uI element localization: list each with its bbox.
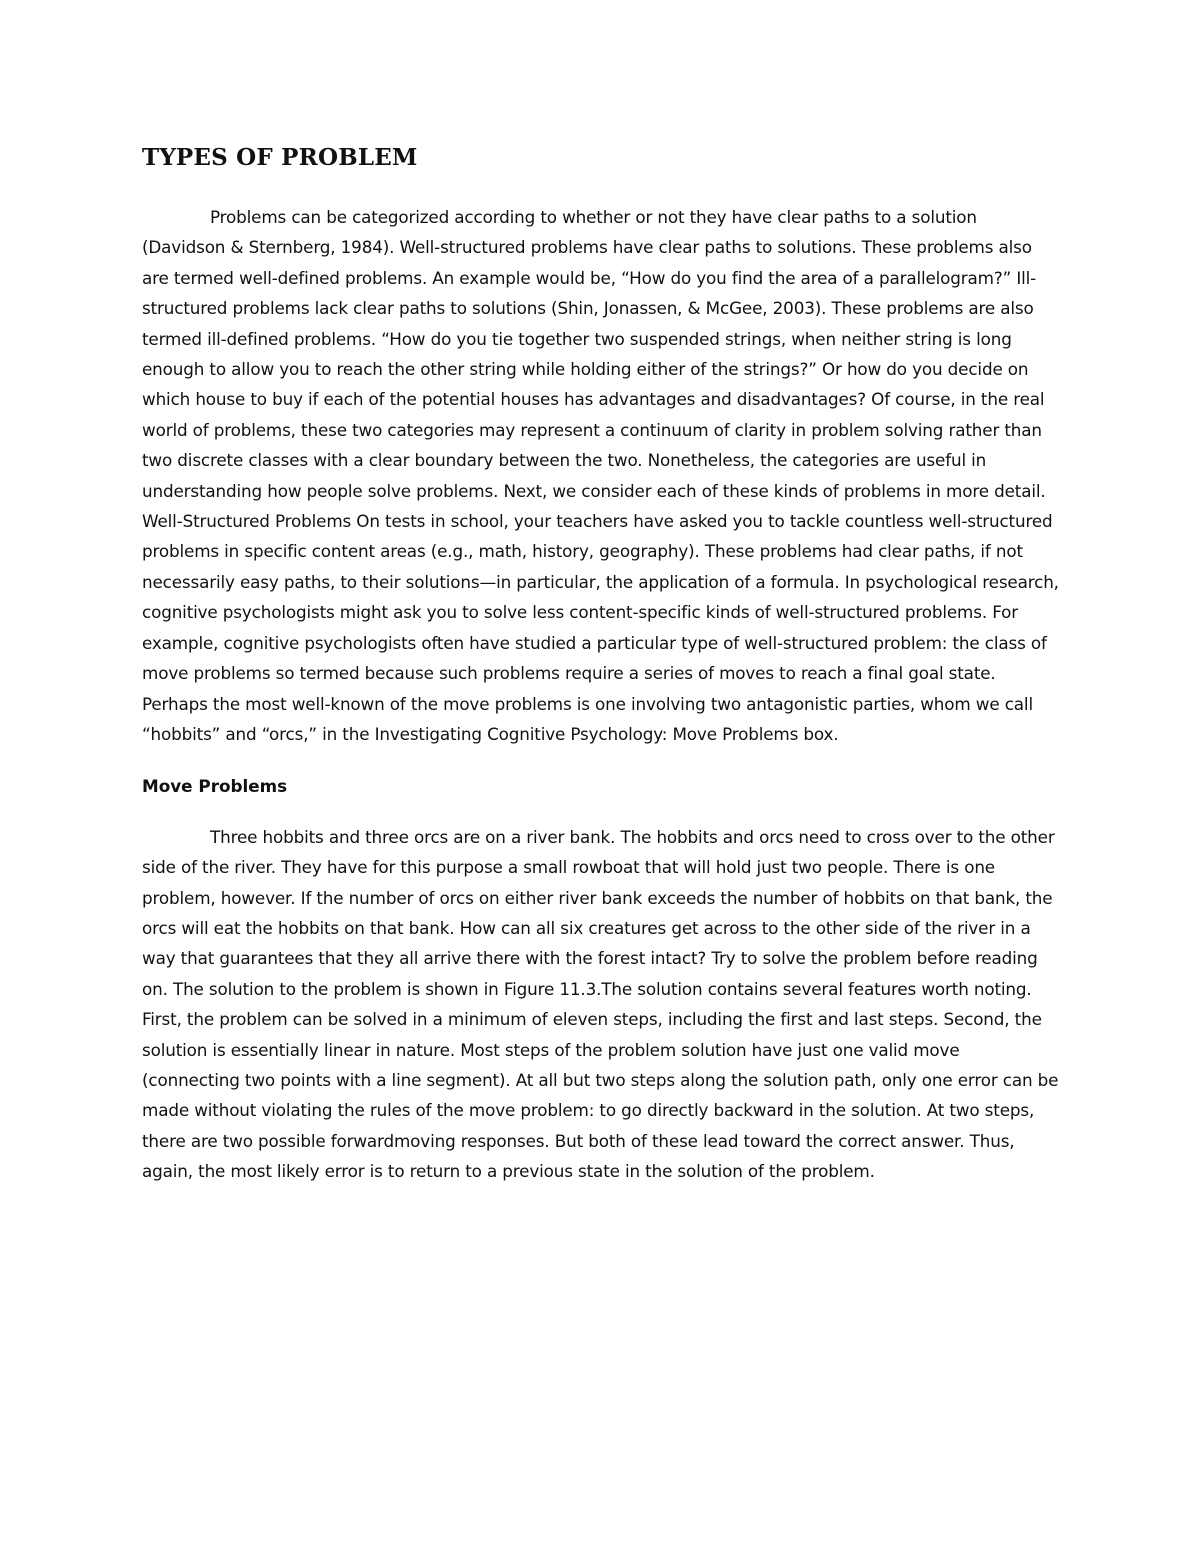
move-problems-paragraph: Three hobbits and three orcs are on a river bank. The hobbits and orcs need to cross over to the other side of the river. They have for this purpose a small rowboat that will hold just two people. There is one problem, however. If the number of orcs on either river bank exceeds the number of hobbits on that bank, the orcs will eat the hobbits on that bank. How can all six creatures get across to the other side of the river in a way that guarantees that they all arrive there with the forest intact? Try to solve the problem before reading on. The solution to the problem is shown in Figure 11.3.The solution contains several features worth noting. First, the problem can be solved in a minimum of eleven steps, including the first and last steps. Second, the solution is essentially linear in nature. Most steps of the problem solution have just one valid move (connecting two points with a line segment). At all but two steps along the solution path, only one error can be made without violating the rules of the move problem: to go directly backward in the solution. At two steps, there are two possible forwardmoving responses. But both of these lead toward the correct answer. Thus, again, the most likely error is to return to a previous state in the solution of the problem. xyxy=(142,826,1059,1182)
section-heading: Move Problems xyxy=(142,776,288,797)
intro-paragraph: Problems can be categorized according to whether or not they have clear paths to a solution (Davidson & Sternberg, 1984). Well-structured problems have clear paths to solutions. These problems also are termed well-defined problems. An example would be, “How do you find the area of a parallelogram?” Ill-structured problems lack clear paths to solutions (Shin, Jonassen, & McGee, 2003). These problems are also termed ill-defined problems. “How do you tie together two suspended strings, when neither string is long enough to allow you to reach the other string while holding either of the strings?” Or how do you decide on which house to buy if each of the potential houses has advantages and disadvantages? Of course, in the real world of problems, these two categories may represent a continuum of clarity in problem solving rather than two discrete classes with a clear boundary between the two. Nonetheless, the categories are useful in understanding how people solve problems. Next, we consider each of these kinds of problems in more detail. Well-Structured Problems On tests in school, your teachers have asked you to tackle countless well-structured problems in specific content areas (e.g., math, history, geography). These problems had clear paths, if not necessarily easy paths, to their solutions—in particular, the application of a formula. In psychological research, cognitive psychologists might ask you to solve less content-specific kinds of well-structured problems. For example, cognitive psychologists often have studied a particular type of well-structured problem: the class of move problems so termed because such problems require a series of moves to reach a final goal state. Perhaps the most well-known of the move problems is one involving two antagonistic parties, whom we call “hobbits” and “orcs,” in the Investigating Cognitive Psychology: Move Problems box. xyxy=(142,207,1059,744)
page-title: TYPES OF PROBLEM xyxy=(142,144,418,171)
document-body xyxy=(142,138,1062,1187)
